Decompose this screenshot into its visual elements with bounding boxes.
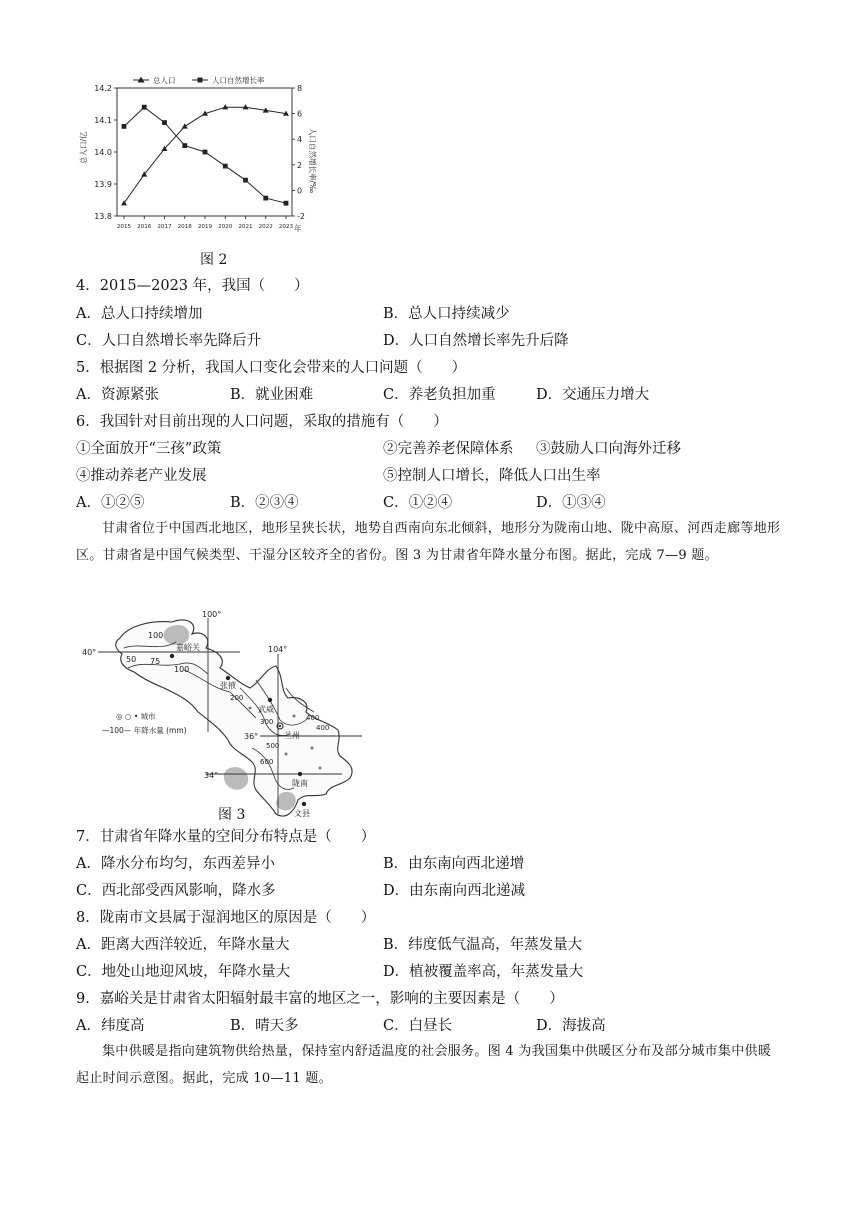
lat-label-36: 36° xyxy=(244,732,259,741)
x-tick-label: 2019 xyxy=(197,224,213,230)
legend-label-population: 总人口 xyxy=(153,76,176,85)
left-tick-label: 13.9 xyxy=(94,180,112,189)
question-7-option-c[interactable]: C．西北部受西风影响，降水多 xyxy=(76,883,276,899)
growth-rate-point xyxy=(203,150,208,155)
left-axis-label: 总人口/亿 xyxy=(79,131,88,164)
left-axis-ticks xyxy=(94,84,117,221)
right-tick-label: 4 xyxy=(297,135,303,145)
x-axis-ticks xyxy=(117,216,294,230)
isohyet-label: 100 xyxy=(174,665,190,674)
x-tick-label: 2015 xyxy=(116,224,132,230)
lat-label-34: 34° xyxy=(204,771,219,780)
growth-rate-line xyxy=(124,107,286,203)
question-4-option-b[interactable]: B．总人口持续减少 xyxy=(383,306,510,322)
left-tick-label: 14.0 xyxy=(94,148,112,157)
right-tick-label: 2 xyxy=(297,160,303,170)
lon-label-104: 104° xyxy=(268,645,288,654)
isohyet-label: 300 xyxy=(260,718,274,726)
map-legend-city: ◎ ○ • 城市 xyxy=(116,712,156,721)
question-5-option-b[interactable]: B．就业困难 xyxy=(230,387,314,403)
figure-3-caption: 图 3 xyxy=(218,807,246,823)
question-8-stem: 8．陇南市文县属于湿润地区的原因是（ ） xyxy=(76,910,376,926)
question-7-option-a[interactable]: A．降水分布均匀，东西差异小 xyxy=(76,856,275,872)
question-9-option-d[interactable]: D．海拔高 xyxy=(536,1018,606,1034)
growth-rate-point xyxy=(162,120,167,125)
x-tick-label: 2016 xyxy=(137,224,152,230)
question-8-option-a[interactable]: A．距离大西洋较近，年降水量大 xyxy=(76,937,290,953)
figure-3-map xyxy=(80,608,370,828)
right-axis-ticks xyxy=(292,84,305,221)
right-tick-label: 0 xyxy=(297,186,303,196)
question-6-option-b[interactable]: B．②③④ xyxy=(230,495,299,511)
question-5-option-c[interactable]: C．养老负担加重 xyxy=(383,387,496,403)
left-tick-label: 13.8 xyxy=(94,212,112,221)
legend-label-growth-rate: 人口自然增长率 xyxy=(212,76,265,85)
shaded-region xyxy=(224,767,248,790)
lon-label-100: 100° xyxy=(202,610,222,619)
question-6-item-5: ⑤控制人口增长，降低人口出生率 xyxy=(383,468,601,484)
question-6-stem: 6．我国针对目前出现的人口问题，采取的措施有（ ） xyxy=(76,414,448,430)
x-tick-label: 2021 xyxy=(238,224,253,230)
right-axis-label: 人口自然增长率/‰ xyxy=(308,128,317,194)
question-8-option-d[interactable]: D．植被覆盖率高，年蒸发量大 xyxy=(383,964,584,980)
question-4-stem: 4．2015—2023 年，我国（ ） xyxy=(76,278,309,294)
population-point xyxy=(182,123,188,128)
figure-2-chart xyxy=(70,72,320,240)
x-tick-label: 2022 xyxy=(258,224,273,230)
city-zhangye: 张掖 xyxy=(220,681,236,690)
growth-rate-point xyxy=(122,124,127,129)
question-6-item-1: ①全面放开“三孩”政策 xyxy=(76,441,222,457)
question-6-item-4: ④推动养老产业发展 xyxy=(76,468,207,484)
population-line xyxy=(124,107,286,203)
question-4-option-c[interactable]: C．人口自然增长率先降后升 xyxy=(76,333,262,349)
isohyet-label: 75 xyxy=(150,657,161,666)
right-tick-label: -2 xyxy=(297,212,305,221)
question-6-option-d[interactable]: D．①③④ xyxy=(536,495,606,511)
question-6-option-a[interactable]: A．①②⑤ xyxy=(76,495,145,511)
question-4-option-a[interactable]: A．总人口持续增加 xyxy=(76,306,203,322)
question-9-stem: 9．嘉峪关是甘肃省太阳辐射最丰富的地区之一，影响的主要因素是（ ） xyxy=(76,991,564,1007)
question-6-item-3: ③鼓励人口向海外迁移 xyxy=(536,441,681,457)
series-population xyxy=(121,104,289,205)
isohyet-label: 100 xyxy=(148,631,164,640)
question-9-option-b[interactable]: B．晴天多 xyxy=(230,1018,299,1034)
x-tick-label: 2017 xyxy=(157,224,172,230)
right-tick-label: 6 xyxy=(297,109,303,119)
x-axis-unit: 年 xyxy=(294,224,302,233)
lat-label-40: 40° xyxy=(82,648,97,657)
passage-central-heating: 集中供暖是指向建筑物供给热量，保持室内舒适温度的社会服务。图 4 为我国集中供暖区分布及部分城市集中供暖起止时间示意图。据此，完成 10—11 题。 xyxy=(76,1044,772,1086)
question-7-option-b[interactable]: B．由东南向西北递增 xyxy=(383,856,525,872)
chart-legend xyxy=(133,75,265,85)
question-8-option-c[interactable]: C．地处山地迎风坡，年降水量大 xyxy=(76,964,291,980)
map-legend-isohyet: —100— 年降水量 (mm) xyxy=(102,726,187,735)
question-9-option-c[interactable]: C．白昼长 xyxy=(383,1018,453,1034)
question-7-stem: 7．甘肃省年降水量的空间分布特点是（ ） xyxy=(76,829,376,845)
isohyet-label: 600 xyxy=(260,758,274,766)
isohyet-label: 400 xyxy=(316,724,330,732)
city-longnan: 陇南 xyxy=(292,779,308,788)
city-wenxian: 文县 xyxy=(294,809,310,818)
x-tick-label: 2023 xyxy=(278,224,294,230)
city-lanzhou: 兰州 xyxy=(284,731,300,740)
series-growth-rate xyxy=(122,105,289,206)
isohyet-label: 400 xyxy=(306,714,320,722)
x-tick-label: 2018 xyxy=(177,224,192,230)
growth-rate-point xyxy=(263,196,268,201)
growth-rate-point xyxy=(243,178,248,183)
question-5-stem: 5．根据图 2 分析，我国人口变化会带来的人口问题（ ） xyxy=(76,360,467,376)
question-5-option-d[interactable]: D．交通压力增大 xyxy=(536,387,650,403)
question-6-item-2: ②完善养老保障体系 xyxy=(383,441,514,457)
right-tick-label: 8 xyxy=(297,84,303,93)
city-jiayuguan: 嘉峪关 xyxy=(176,643,200,652)
growth-rate-point xyxy=(223,164,228,169)
left-tick-label: 14.2 xyxy=(94,84,112,93)
city-wuwei: 武威 xyxy=(258,705,274,714)
isohyet-label: 500 xyxy=(266,742,280,750)
figure-2-caption: 图 2 xyxy=(200,252,228,268)
question-5-option-a[interactable]: A．资源紧张 xyxy=(76,387,159,403)
x-tick-label: 2020 xyxy=(218,224,233,230)
growth-rate-point xyxy=(284,201,289,206)
growth-rate-point xyxy=(182,143,187,148)
isohyet-label: 200 xyxy=(230,694,244,702)
question-4-option-d[interactable]: D．人口自然增长率先升后降 xyxy=(383,333,569,349)
isohyet-label: 50 xyxy=(126,655,137,664)
question-6-option-c[interactable]: C．①②④ xyxy=(383,495,453,511)
left-tick-label: 14.1 xyxy=(94,116,112,125)
passage-gansu: 甘肃省位于中国西北地区，地形呈狭长状，地势自西南向东北倾斜，地形分为陇南山地、陇中高原、河西走廊等地形区。甘肃省是中国气候类型、干湿分区较齐全的省份。图 3 为甘肃省年降水量分布图。据此，完成 7—9 题。 xyxy=(76,521,781,563)
question-9-option-a[interactable]: A．纬度高 xyxy=(76,1018,145,1034)
growth-rate-point xyxy=(142,105,147,110)
question-8-option-b[interactable]: B．纬度低气温高，年蒸发量大 xyxy=(383,937,583,953)
question-7-option-d[interactable]: D．由东南向西北递减 xyxy=(383,883,526,899)
